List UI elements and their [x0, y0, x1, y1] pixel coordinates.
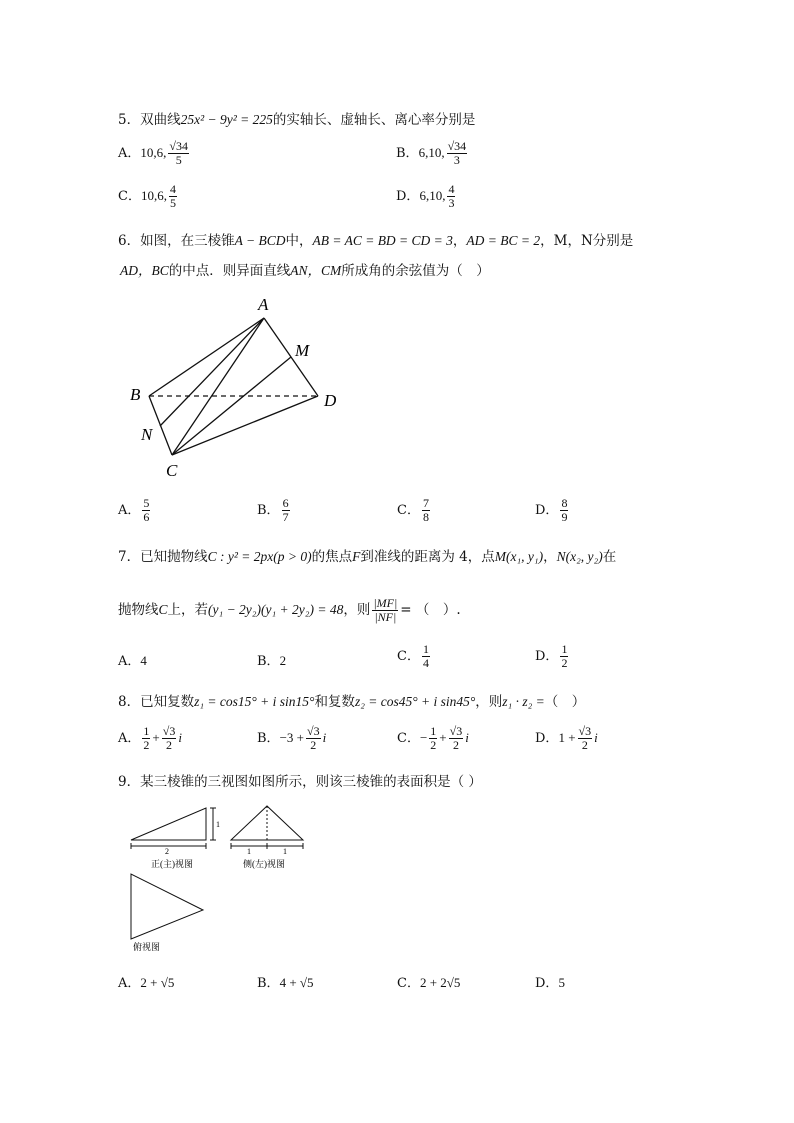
- q8-option-c[interactable]: C．− $\frac{1}{2}$ + $\frac{√3}{2}$ i: [397, 724, 469, 752]
- q5-option-d[interactable]: D．6,10, $\frac{4}{3}$: [396, 182, 455, 210]
- q6-option-d[interactable]: D． $\frac{8}{9}$: [535, 496, 568, 524]
- front-view-triangle: [131, 808, 206, 840]
- q7-stem-line2: 抛物线C上，若(y₁ − 2y₂)(y₁ + 2y₂) = 48，则 $\frac{|MF|}{|NF|}$ = （ ）.: [118, 596, 461, 624]
- front-view-label: 正(主)视图: [151, 859, 193, 869]
- segment-cm: [172, 357, 291, 455]
- side-view-label: 侧(左)视图: [243, 859, 285, 869]
- label-c: C: [166, 461, 178, 480]
- side-dim-1-left: 1: [247, 847, 251, 856]
- top-view-triangle: [131, 874, 203, 939]
- front-dim-2: 2: [165, 847, 169, 856]
- label-b: B: [130, 385, 141, 404]
- q7-option-d[interactable]: D． $\frac{1}{2}$: [535, 642, 568, 670]
- q5-stem: [118, 108, 475, 128]
- q6-option-a[interactable]: A． $\frac{5}{6}$: [118, 496, 150, 524]
- edge-ac: [172, 318, 264, 455]
- label-m: M: [295, 341, 310, 360]
- q5-number: 5．: [118, 112, 141, 128]
- q5-option-b[interactable]: B．6,10, $\frac{√34}{3}$: [396, 139, 467, 167]
- q6-stem-line2: AD，BC的中点．则异面直线AN，CM所成角的余弦值为（ ）: [120, 263, 490, 279]
- label-n: N: [141, 425, 153, 444]
- q7-stem-line1: 7．已知抛物线C : y² = 2px(p > 0)的焦点F到准线的距离为 4，点M(x₁, y₁)，N(x₂, y₂)在: [118, 549, 617, 565]
- label-a: A: [258, 295, 269, 314]
- side-dim-1-right: 1: [283, 847, 287, 856]
- q9-stem: 9．某三棱锥的三视图如图所示，则该三棱锥的表面积是（ ）: [118, 774, 482, 790]
- q6-option-c[interactable]: C． $\frac{7}{8}$: [397, 496, 429, 524]
- front-dim-1: 1: [216, 820, 220, 829]
- label-d: D: [324, 391, 337, 410]
- q8-option-a[interactable]: A． $\frac{1}{2}$ + $\frac{√3}{2}$ i: [118, 724, 182, 752]
- three-view-figure: [125, 802, 315, 957]
- q5-equation: 25x² − 9y² = 225: [180, 112, 273, 127]
- q5-text-2: 的实轴长、虚轴长、离心率分别是: [272, 112, 476, 128]
- edge-ab: [149, 318, 264, 396]
- q9-option-b[interactable]: B．4 + √5: [257, 975, 314, 991]
- q5-option-c[interactable]: C．10,6, $\frac{4}{5}$: [118, 182, 176, 210]
- segment-an: [160, 318, 264, 426]
- q8-option-b[interactable]: B．−3 + $\frac{√3}{2}$ i: [257, 724, 327, 752]
- q7-option-a[interactable]: A．4: [118, 653, 147, 669]
- q7-option-c[interactable]: C． $\frac{1}{4}$: [397, 642, 429, 670]
- q6-stem-line1: 6．如图，在三棱锥A − BCD中，AB = AC = BD = CD = 3，AD = BC = 2，M，N分别是: [118, 233, 634, 249]
- top-view-label: 俯视图: [133, 942, 161, 952]
- q8-stem: 8．已知复数z₁ = cos15° + i sin15°和复数z₂ = cos45° + i sin45°，则z₁ · z₂ =（ ）: [118, 694, 586, 710]
- q6-option-b[interactable]: B． $\frac{6}{7}$: [257, 496, 289, 524]
- q9-option-c[interactable]: C．2 + 2√5: [397, 975, 461, 991]
- edge-cd: [172, 396, 318, 455]
- tetrahedron-figure: [120, 290, 360, 485]
- q7-option-b[interactable]: B．2: [257, 653, 287, 669]
- q9-option-d[interactable]: D．5: [535, 975, 565, 991]
- q5-text: 双曲线: [140, 112, 181, 128]
- q9-option-a[interactable]: A．2 + √5: [118, 975, 175, 991]
- q8-option-d[interactable]: D．1 + $\frac{√3}{2}$ i: [535, 724, 598, 752]
- q5-option-a[interactable]: A．10,6, $\frac{√34}{5}$: [118, 139, 188, 167]
